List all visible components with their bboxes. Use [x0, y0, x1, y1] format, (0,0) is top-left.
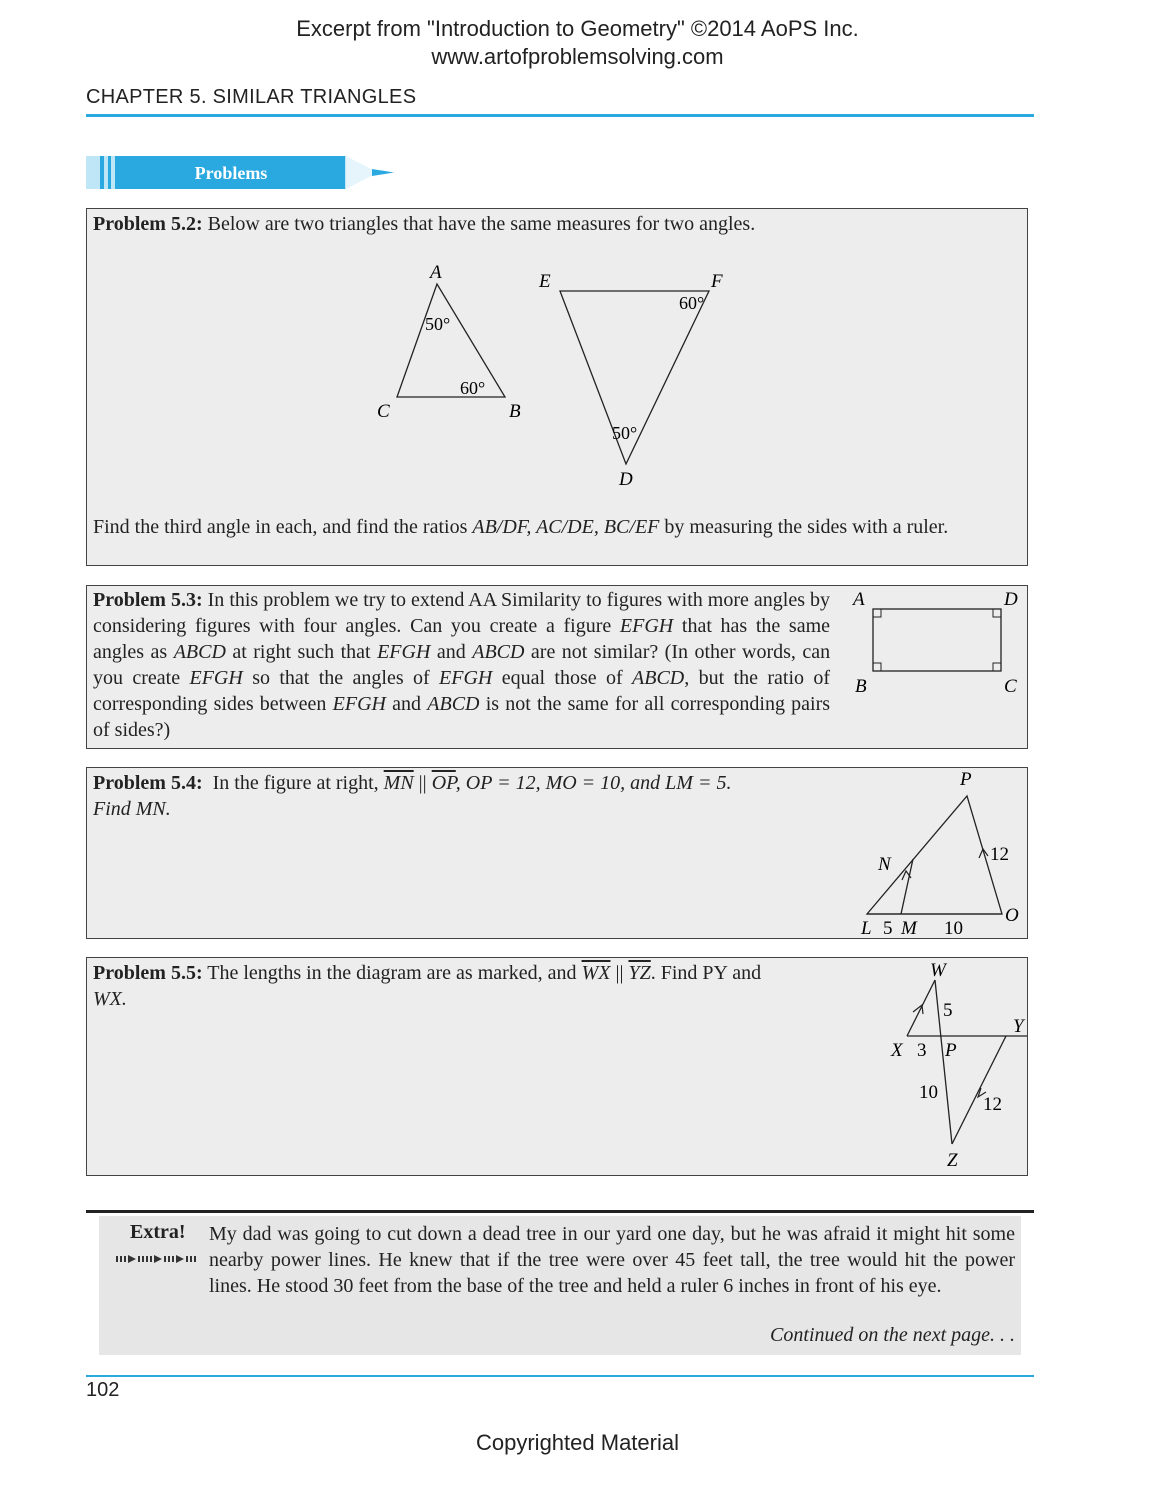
problem-5-2-label: Problem 5.2: [93, 213, 203, 235]
continued-note: Continued on the next page. . . [770, 1324, 1015, 1346]
problem-5-5-label: Problem 5.5: [93, 962, 203, 984]
problem-5-2-text: Below are two triangles that have the same measures for two angles. [207, 213, 756, 235]
rect-vertex-a-label: A [853, 589, 865, 610]
angle-d-measure: 50° [612, 423, 638, 443]
problem-5-3-text-i: is not the same for all corresponding pairs of sides?) [93, 693, 831, 741]
vertex-o-label: O [1005, 905, 1019, 926]
segment-op: $\overline{OP}$ [431, 772, 456, 794]
problems-banner [86, 155, 396, 191]
angle-b-measure: 60° [460, 378, 486, 398]
vertex-w-label: W [930, 960, 946, 981]
vertex-l-label: L [861, 918, 872, 939]
vertex-d-label: D [619, 469, 633, 490]
header-rule [86, 114, 1034, 117]
problem-5-2-question [93, 514, 1023, 540]
arrow-dash-icon [116, 1253, 196, 1265]
line-wx [907, 980, 935, 1036]
vertex-f-label: F [711, 271, 723, 292]
problem-5-3-text-f: so that the angles of [252, 667, 430, 689]
extra-top-rule [86, 1210, 1034, 1213]
line-yz [952, 1036, 1006, 1144]
problem-5-3-text-d: and [436, 641, 466, 663]
angle-a-measure: 50° [425, 314, 451, 334]
vertex-b-label: B [509, 401, 521, 422]
rect-vertex-d-label: D [1004, 589, 1018, 610]
vertex-p-label: P [960, 769, 972, 790]
length-yz: 12 [983, 1094, 1002, 1115]
problem-5-2-statement [93, 211, 1018, 237]
length-pz: 10 [919, 1082, 938, 1103]
problem-5-2-question-text: Find the third angle in each, and find the ratios [93, 516, 468, 538]
problem-5-3-statement [93, 587, 830, 743]
problem-5-5-statement [93, 960, 868, 1012]
rect-vertex-c-label: C [1004, 676, 1017, 697]
problem-5-5-box [86, 957, 1028, 1176]
parallel-symbol: || [418, 772, 427, 794]
fig-efgh-2: EFGH [377, 641, 431, 663]
fig-abcd-4: ABCD [427, 693, 480, 715]
length-wp: 5 [943, 1000, 953, 1021]
problem-5-2-ratios: AB/DF, AC/DE, BC/EF [472, 516, 660, 538]
vertex-z-label: Z [947, 1150, 958, 1171]
fig-abcd-3: ABCD [632, 667, 685, 689]
vertex-e-label: E [539, 271, 551, 292]
vertex-a-label: A [430, 262, 442, 283]
problem-5-3-text-e: are not similar? (In other words, can you create [93, 641, 831, 689]
vertex-x-label: X [891, 1040, 903, 1061]
rectangle-abcd [873, 609, 1001, 671]
triangle-abc [397, 284, 505, 397]
length-lm: 5 [883, 918, 893, 939]
problem-5-5-text-c: WX. [93, 988, 127, 1010]
problem-5-4-text-a: In the figure at right, [212, 772, 379, 794]
fig-abcd-2: ABCD [472, 641, 525, 663]
fig-abcd-1: ABCD [173, 641, 226, 663]
vertex-n-label: N [878, 854, 891, 875]
problem-5-4-statement [93, 770, 853, 822]
problem-5-5-text-b: . Find PY and [650, 962, 762, 984]
problem-5-3-text-a: In this problem we try to extend AA Similarity to figures with more angles by considering figures with four angles. Can you create a figure [93, 589, 830, 637]
angle-f-measure: 60° [679, 293, 705, 313]
segment-wx: $\overline{WX}$ [581, 962, 611, 984]
problem-5-5-figure [867, 958, 1027, 1177]
fig-efgh-3: EFGH [189, 667, 243, 689]
problem-5-2-question-end: by measuring the sides with a ruler. [664, 516, 949, 538]
length-mo: 10 [944, 918, 963, 939]
right-angle-marks [873, 609, 1001, 671]
fig-efgh-5: EFGH [332, 693, 386, 715]
problems-banner-label: Problems [194, 163, 268, 183]
problem-5-3-label: Problem 5.3: [93, 589, 203, 611]
vertex-m-label: M [901, 918, 917, 939]
website-link[interactable]: www.artofproblemsolving.com [431, 44, 724, 69]
problem-5-5-text-a: The lengths in the diagram are as marked, and [207, 962, 577, 984]
chapter-title: CHAPTER 5. SIMILAR TRIANGLES [86, 86, 417, 108]
footer-rule [86, 1375, 1034, 1377]
segment-yz: $\overline{YZ}$ [628, 962, 651, 984]
problem-5-4-text-b: , OP = 12, MO = 10, and LM = 5. [455, 772, 732, 794]
length-xp: 3 [917, 1040, 927, 1061]
vertex-p2-label: P [945, 1040, 957, 1061]
problem-5-3-box [86, 585, 1028, 749]
problem-5-3-text-c: at right such that [232, 641, 371, 663]
length-op: 12 [990, 844, 1009, 865]
parallel-symbol-2: || [615, 962, 624, 984]
problem-5-4-figure [847, 768, 1027, 940]
problem-5-2-box [86, 208, 1028, 566]
problem-5-3-text-b: that has the same angles as [93, 615, 831, 663]
problem-5-2-figure [367, 259, 787, 494]
fig-efgh-4: EFGH [439, 667, 493, 689]
copyright-footer: Copyrighted Material [476, 1430, 679, 1455]
problem-5-4-box [86, 767, 1028, 939]
rectangle-abcd-figure [845, 586, 1025, 704]
problem-5-4-text-c: Find MN. [93, 798, 171, 820]
fig-efgh-1: EFGH [619, 615, 674, 637]
vertex-c-label: C [377, 401, 390, 422]
problem-5-4-label: Problem 5.4: [93, 772, 203, 794]
problem-5-3-text-g: equal those of [501, 667, 623, 689]
problem-5-3-text-and: and [392, 693, 422, 715]
page-number: 102 [86, 1379, 120, 1401]
segment-mn: $\overline{MN}$ [383, 772, 414, 794]
vertex-y-label: Y [1013, 1016, 1024, 1037]
extra-text: My dad was going to cut down a dead tree in our yard one day, but he was afraid it might hit some nearby power lines. He knew that if the tree were over 45 feet tall, the tree would hit the power lines. He stood 30 feet from the base of the tree and held a ruler 6 inches in front of his eye. [209, 1223, 1015, 1297]
excerpt-header: Excerpt from "Introduction to Geometry" ©2014 AoPS Inc. [296, 16, 859, 41]
rect-vertex-b-label: B [855, 676, 867, 697]
problem-5-3-text-h: , but the ratio of corresponding sides between [93, 667, 831, 715]
extra-label: Extra! [130, 1221, 186, 1243]
